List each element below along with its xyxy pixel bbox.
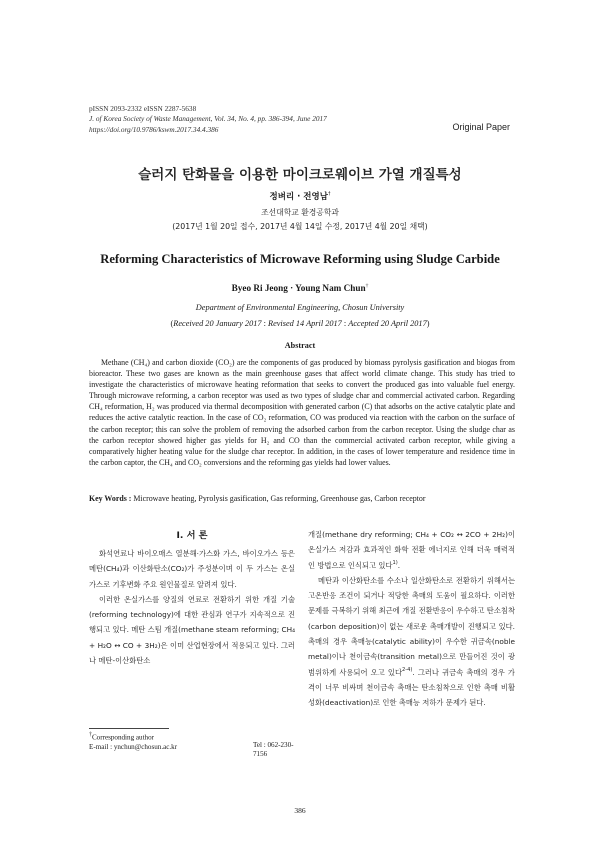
body-right-column: [308, 527, 515, 711]
corresponding-mark: †: [327, 191, 331, 198]
received-date: Received 20 January 2017: [173, 319, 262, 328]
english-authors: [0, 283, 600, 293]
korean-authors: [0, 190, 600, 202]
english-title: Reforming Characteristics of Microwave Reforming using Sludge Carbide: [100, 252, 500, 266]
keywords: [89, 494, 515, 503]
footnote-divider: [89, 728, 169, 729]
korean-affiliation: 조선대학교 환경공학과: [261, 208, 339, 217]
revised-date: Revised 14 April 2017: [268, 319, 342, 328]
issn: pISSN 2093-2332 eISSN 2287-5638: [89, 104, 197, 113]
doi-link[interactable]: https://doi.org/10.9786/kswm.2017.34.4.386: [89, 124, 219, 134]
footnote: [89, 731, 299, 758]
journal-header: [89, 104, 327, 135]
keywords-list: Microwave heating, Pyrolysis gasification, Gas reforming, Greenhouse gas, Carbon receptor: [133, 494, 426, 503]
abstract-text: Methane (CH₄) and carbon dioxide (CO₂) are the components of gas produced by biomass pyrolysis gasification and biogas from bioreactor. These two gases are known as the main greenhouse gases that affect world climate change. This study has tried to investigate the characteristics of microwave heating reformation that seeks to convert the produced gas into valuable fuel energy. Through microwave reforming, a carbon receptor was used as two types of sludge char and commercial activated carbon. Regarding CH₄ reformation, H₂ was produced via thermal decomposition with generated carbon (C) that adsorbs on the active catalytic plate and reduces the active catalytic reaction. In the case of CO₂ reformation, CO was produced via reaction with the carbon on the surface of the carbon receptor; this can solve the problem of removing the adsorbed carbon from the carbon receptor. Using the sludge char as the carbon receptor showed higher gas yields for H₂ and CO than the commercial activated carbon receptor, while giving a comparatively higher heating value for the sludge char receptor. In addition, in the cases of lower temperature and residence time in the carbon captor, the CH₄ and CO₂ conversions and the reforming gas yields had lower values.: [89, 358, 515, 467]
english-affiliation: Department of Environmental Engineering, Chosun University: [195, 303, 405, 312]
korean-author-names: 정벼리 · 전영남: [269, 192, 328, 202]
keywords-label: Key Words :: [89, 494, 134, 503]
article-type: Original Paper: [452, 122, 510, 132]
corresponding-mark: †: [89, 732, 92, 738]
english-dates: (Received 20 January 2017 : Revised 14 April 2017 : Accepted 20 April 2017): [170, 319, 430, 328]
abstract-heading: Abstract: [284, 341, 316, 350]
footnote-tel: Tel : 062-230-7156: [253, 740, 294, 758]
footnote-label: Corresponding author: [91, 733, 155, 742]
english-author-names: Byeo Ri Jeong · Young Nam Chun: [231, 283, 366, 294]
body-left-column: [89, 546, 295, 668]
accepted-date: Accepted 20 April 2017: [348, 319, 427, 328]
citation-ref: 1): [392, 559, 398, 566]
section-heading-introduction: I. 서 론: [176, 530, 208, 541]
paragraph: 이러한 온실가스를 양질의 연료로 전환하기 위한 개질 기술(reforming technology)에 대한 관심과 연구가 지속적으로 진행되고 있다. 메탄 스팀 개질(methane steam reforming; CH₄ + H₂O ↔ CO + 3H₂)은 이미 산업현장에서 적용되고 있다. 그러나 메탄-이산화탄소: [89, 594, 295, 666]
citation-ref: 2-4): [402, 666, 413, 673]
page-number: 386: [294, 806, 306, 815]
paragraph: 개질(methane dry reforming; CH₄ + CO₂ ↔ 2CO + 2H₂)이 온실가스 저감과 효과적인 화학 전환 에너지로 인해 더욱 매력적인 방법으로 인식되고 있다$^{1)}$.: [308, 530, 515, 570]
korean-title: 슬러지 탄화물을 이용한 마이크로웨이브 가열 개질특성: [138, 167, 462, 183]
journal-citation: J. of Korea Society of Waste Management, Vol. 34, No. 4, pp. 386-394, June 2017: [89, 114, 327, 124]
corresponding-mark: †: [365, 283, 369, 289]
korean-dates: (2017년 1월 20일 접수, 2017년 4월 14일 수정, 2017년 4월 20일 채택): [172, 222, 428, 231]
footnote-email: E-mail : ynchun@chosun.ac.kr: [89, 742, 178, 751]
paragraph: 메탄과 이산화탄소를 수소나 일산화탄소로 전환하기 위해서는 고온반응 조건이 되거나 적당한 촉매의 도움이 필요하다. 이러한 문제를 극복하기 위해 최근에 개질 전환반응이 우수하고 탄소침착(carbon deposition)이 없는 새로운 촉매개발이 진행되고 있다. 촉매의 경우 촉매능(catalytic ability)이 우수한 귀금속(noble metal)이나 천이금속(transition metal)으로 만들어진 것이 광범위하게 사용되어 오고 있다$^{2-4)}$. 그러나 귀금속 촉매의 경우 가격이 너무 비싸며 천이금속 촉매는 탄소침착으로 인한 촉매 비활성화(deactivation)로 인한 촉매능 저하가 문제가 된다.: [308, 575, 515, 708]
paragraph: 화석연료나 바이오매스 열분해·가스화 가스, 바이오가스 등은 메탄(CH₄)과 이산화탄소(CO₂)가 주성분이며 이 두 가스는 온실가스로 기후변화 주요 원인물질로 알려져 있다.: [89, 549, 295, 589]
